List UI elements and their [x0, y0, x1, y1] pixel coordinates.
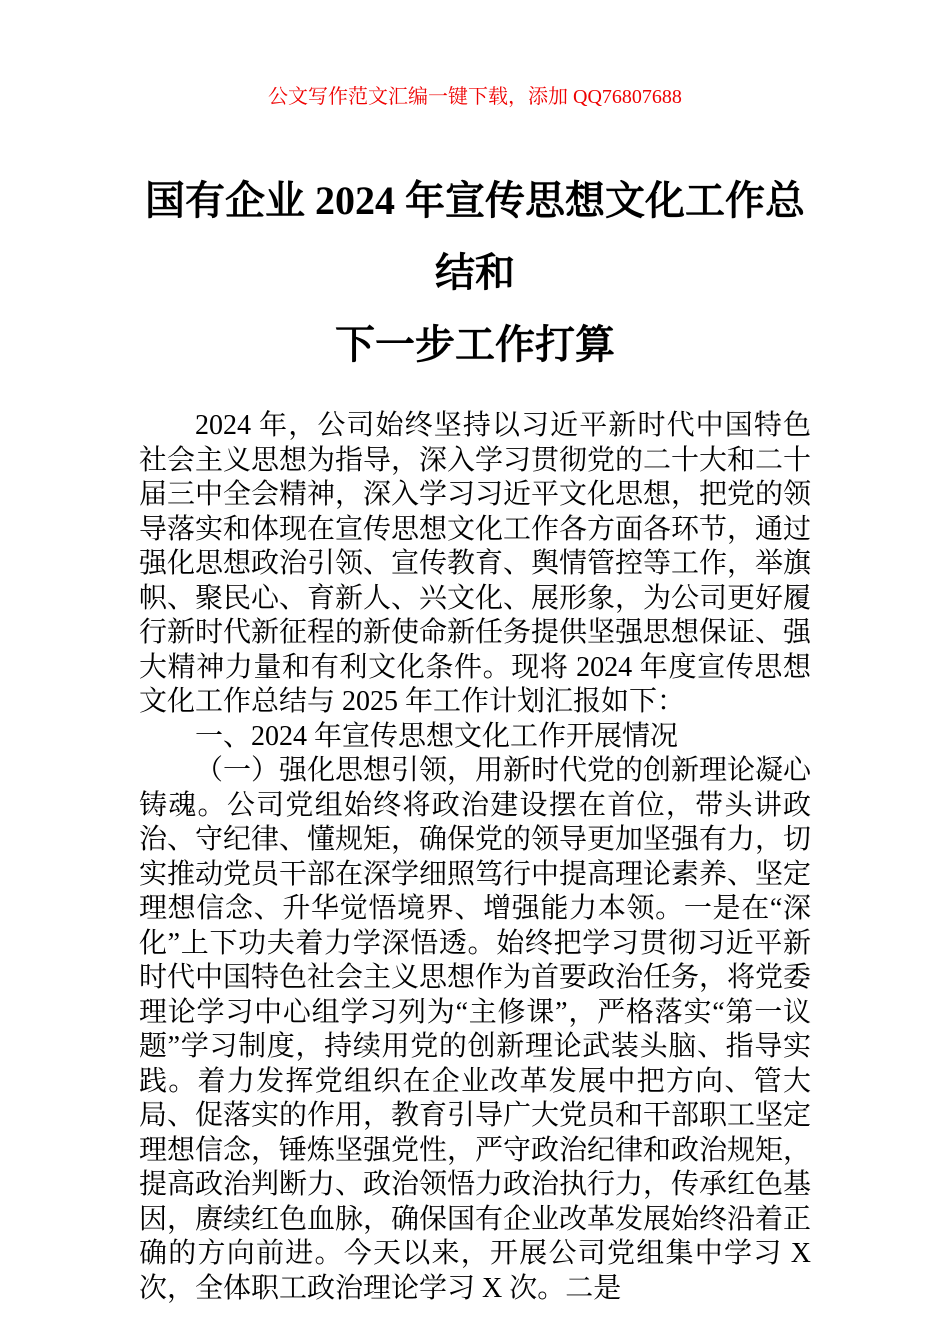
promo-note: 公文写作范文汇编一键下载，添加 QQ76807688	[268, 86, 682, 108]
document-body	[139, 409, 811, 1306]
paragraph-intro: 2024 年，公司始终坚持以习近平新时代中国特色社会主义思想为指导，深入学习贯彻党的二十大和二十届三中全会精神，深入学习习近平文化思想，把党的领导落实和体现在宣传思想文化工作各方面各环节，通过强化思想政治引领、宣传教育、舆情管控等工作，举旗帜、聚民心、育新人、兴文化、展形象，为公司更好履行新时代新征程的新使命新任务提供坚强思想保证、强大精神力量和有利文化条件。现将 2024 年度宣传思想文化工作总结与 2025 年工作计划汇报如下：	[139, 410, 812, 717]
document-title-line-1: 国有企业 2024 年宣传思想文化工作总结和	[145, 178, 805, 295]
section-heading-1: 一、2024 年宣传思想文化工作开展情况	[195, 720, 679, 752]
paragraph-section-1-item-1: （一）强化思想引领，用新时代党的创新理论凝心铸魂。公司党组始终将政治建设摆在首位，带头讲政治、守纪律、懂规矩，确保党的领导更加坚强有力，切实推动党员干部在深学细照笃行中提高理论素养、坚定理想信念、升华觉悟境界、增强能力本领。一是在“深化”上下功夫着力学深悟透。始终把学习贯彻习近平新时代中国特色社会主义思想作为首要政治任务，将党委理论学习中心组学习列为“主修课”，严格落实“第一议题”学习制度，持续用党的创新理论武装头脑、指导实践。着力发挥党组织在企业改革发展中把方向、管大局、促落实的作用，教育引导广大党员和干部职工坚定理想信念，锤炼坚强党性，严守政治纪律和政治规矩，提高政治判断力、政治领悟力政治执行力，传承红色基因，赓续红色血脉，确保国有企业改革发展始终沿着正确的方向前进。今天以来，开展公司党组集中学习 X 次，全体职工政治理论学习 X 次。二是	[139, 755, 812, 1304]
document-title-line-2: 下一步工作打算	[335, 322, 615, 367]
document-title	[139, 165, 811, 381]
